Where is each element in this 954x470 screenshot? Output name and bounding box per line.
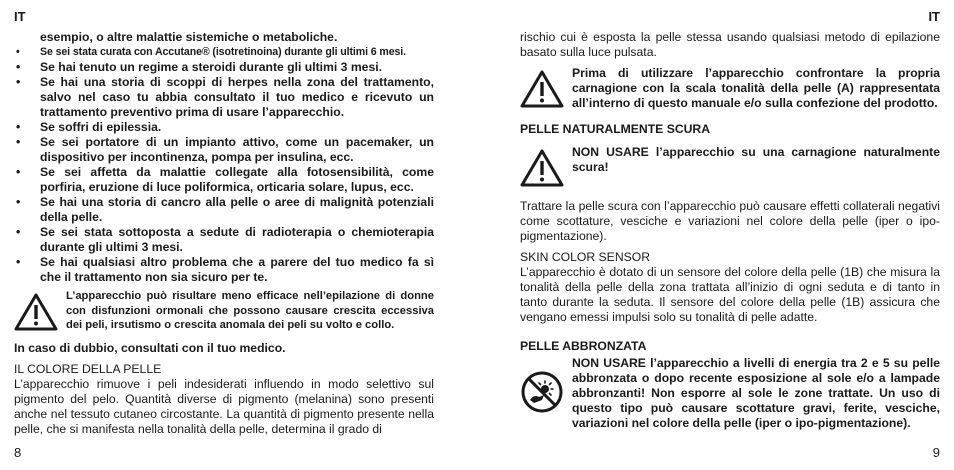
list-item: • Se sei affetta da malattie collegate alla fotosensibilità, come porfiria, eruzione di luce poliformica, orticaria solare, lupus, ecc. bbox=[14, 165, 434, 195]
section-heading-dark-skin: PELLE NATURALMENTE SCURA bbox=[520, 122, 711, 136]
page-number-left: 8 bbox=[14, 445, 22, 460]
doubt-notice: In caso di dubbio, consultati con il tuo medico. bbox=[14, 341, 286, 355]
no-sun-exposure-icon bbox=[520, 356, 564, 418]
list-item: • Se hai una storia di scoppi di herpes nella zona del trattamento, salvo nel caso tu abbia consultato il tuo medico e ricevuto un trattamento preventivo prima di usare l’apparecchio. bbox=[14, 75, 434, 120]
warning-triangle-icon bbox=[520, 66, 564, 112]
warning-text: NON USARE l’apparecchio a livelli di energia tra 2 e 5 su pelle abbronzata o dopo recente esposizione al sole e/o a lampade abbronzanti! Non esporre al sole le zone trattate. Un uso di questo tipo può causare scottature gravi, ferite, vesciche, variazioni nel colore della pelle (iper o ipo-pigmentazione). bbox=[572, 356, 940, 430]
page-number-right: 9 bbox=[932, 445, 940, 460]
warning-text: L’apparecchio può risultare meno efficace nell’epilazione di donne con disfunzioni ormonali che possono causare crescita eccessiva dei peli, irsutismo o crescita anomala dei peli su volto e collo. bbox=[66, 290, 434, 331]
list-item: • Se hai tenuto un regime a steroidi durante gli ultimi 3 mesi. bbox=[14, 60, 434, 75]
list-item: • Se sei stata curata con Accutane® (isotretinoina) durante gli ultimi 6 mesi. bbox=[14, 45, 434, 60]
dark-skin-warning bbox=[520, 145, 940, 191]
dark-skin-paragraph: Trattare la pelle scura con l’apparecchio può causare effetti collaterali negativi come scottature, vesciche e variazioni nel colore della pelle (iper o ipo-pigmentazione). bbox=[520, 199, 940, 243]
skin-sensor-paragraph: L’apparecchio è dotato di un sensore del colore della pelle (1B) che misura la tonalità della pelle della zona trattata all’inizio di ogni seduta e di tanto in tanto durante la seduta. Il sensore del colore della pelle (1B) assicura che vengano emessi impulsi solo su tonalità di pelle adatte. bbox=[520, 265, 940, 324]
warning-triangle-icon bbox=[520, 145, 564, 191]
continued-bullet-text: esempio, o altre malattie sistemiche o metaboliche. bbox=[40, 30, 338, 44]
section-heading-skin-color: IL COLORE DELLA PELLE bbox=[14, 362, 162, 376]
hormonal-warning bbox=[14, 289, 434, 335]
list-item: • Se soffri di epilessia. bbox=[14, 120, 434, 135]
section-heading-skin-sensor: SKIN COLOR SENSOR bbox=[520, 250, 651, 264]
warning-text: NON USARE l’apparecchio su una carnagione naturalmente scura! bbox=[572, 145, 940, 174]
warning-text: Prima di utilizzare l’apparecchio confrontare la propria carnagione con la scala tonalità della pelle (A) rappresentata all’interno di questo manuale e/o sulla confezione del prodotto. bbox=[572, 66, 940, 110]
list-item: • Se sei portatore di un impianto attivo, come un pacemaker, un dispositivo per incontinenza, pompa per insulina, ecc. bbox=[14, 135, 434, 165]
left-page-column bbox=[14, 30, 434, 437]
intro-paragraph: rischio cui è esposta la pelle stessa usando qualsiasi metodo di epilazione basato sulla luce pulsata. bbox=[520, 30, 940, 59]
warning-triangle-icon bbox=[14, 289, 58, 335]
list-item: • Se sei stata sottoposta a sedute di radioterapia o chemioterapia durante gli ultimi 3 mesi. bbox=[14, 225, 434, 255]
contraindication-list bbox=[14, 45, 434, 285]
right-page-column bbox=[520, 30, 940, 437]
section-heading-tanned-skin: PELLE ABBRONZATA bbox=[520, 339, 647, 353]
page-language-left: IT bbox=[14, 9, 26, 24]
skin-tone-warning bbox=[520, 66, 940, 112]
page-language-right: IT bbox=[928, 9, 940, 24]
list-item: • Se hai una storia di cancro alla pelle o aree di malignità potenziali della pelle. bbox=[14, 195, 434, 225]
skin-color-paragraph: L’apparecchio rimuove i peli indesiderati influendo in modo selettivo sul pigmento del pelo. Quantità diverse di pigmento (melanina) sono presenti anche nel tessuto cutaneo circostante. La quantità di pigmento presente nella pelle, che si manifesta nella tonalità della pelle, determina il grado di bbox=[14, 377, 434, 436]
tanned-skin-warning bbox=[520, 356, 940, 431]
list-item: • Se hai qualsiasi altro problema che a parere del tuo medico fa sì che il trattamento non sia sicuro per te. bbox=[14, 255, 434, 285]
